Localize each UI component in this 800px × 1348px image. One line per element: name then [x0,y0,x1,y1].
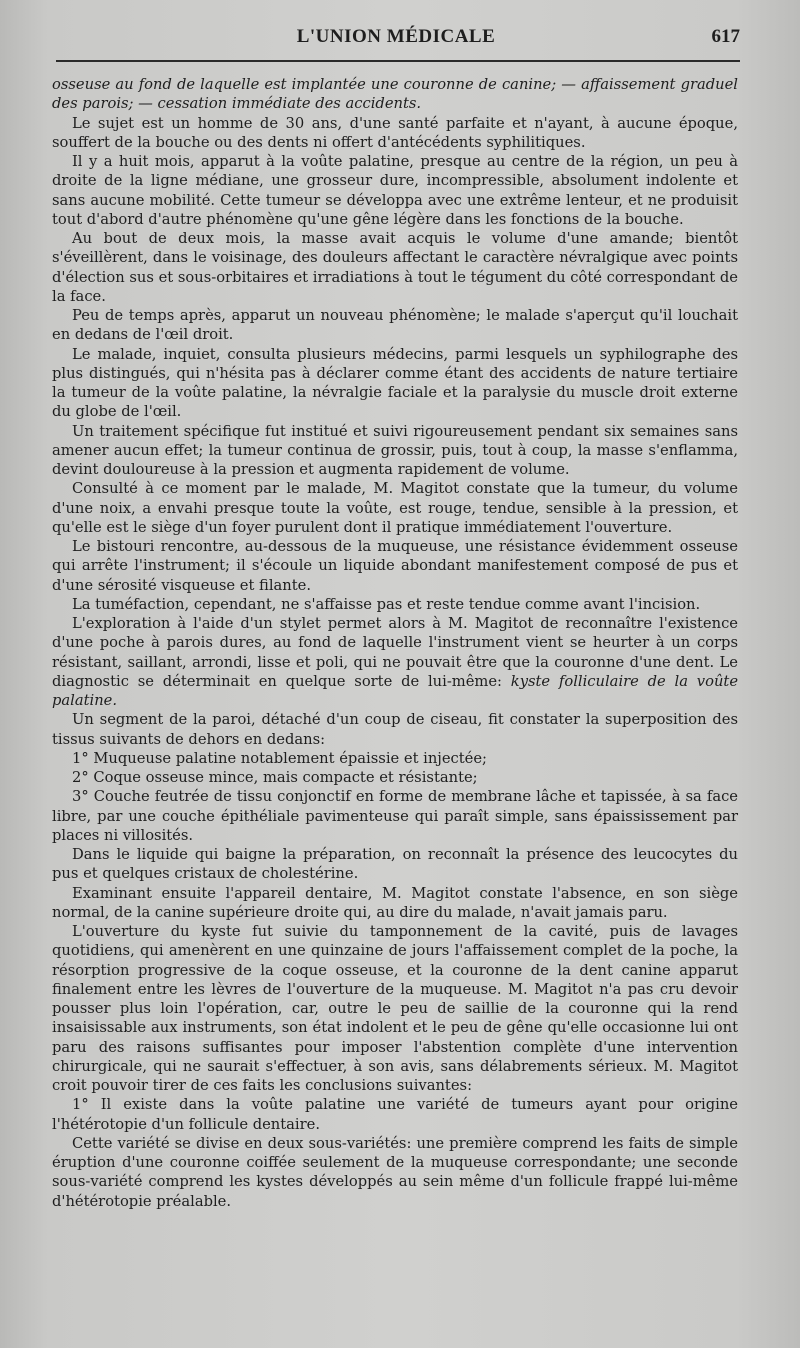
paragraph: Dans le liquide qui baigne la préparation, on reconnaît la présence des leucocytes du pus et quelques cristaux de cholestérine. [52,846,738,883]
header-rule [56,60,740,62]
paragraph: Le malade, inquiet, consulta plusieurs médecins, parmi lesquels un syphilographe des plus distingués, qui n'hésita pas à déclarer comme étant des accidents de nature tertiaire la tumeur de la voûte palatine, la névralgie faciale et la paralysie du muscle droit externe du globe de l'œil. [52,345,738,421]
list-item: 1° Muqueuse palatine notablement épaissie et injectée; [72,749,488,767]
article-body [52,75,738,1211]
paragraph: L'ouverture du kyste fut suivie du tamponnement de la cavité, puis de lavages quotidiens, qui amenèrent en une quinzaine de jours l'affaissement complet de la poche, la résorption progressive de la coque osseuse, et la couronne de la dent canine apparut finalement entre les lèvres de l'ouverture de la muqueuse. M. Magitot n'a pas cru devoir pousser plus loin l'opération, car, outre le peu de saillie de la couronne qui la rend insaisissable aux instruments, son état indolent et le peu de gêne qu'elle occasionne lui ont paru des raisons suffisantes pour imposer l'abstention complète d'une intervention chirurgicale, qui ne saurait s'effectuer, à son avis, sans délabrements sérieux. M. Magitot croit pouvoir tirer de ces faits les conclusions suivantes: [52,923,738,1094]
running-title: L'UNION MÉDICALE [296,26,496,47]
paragraph: Un traitement spécifique fut institué et suivi rigoureusement pendant six semaines sans amener aucun effet; la tumeur continua de grossir, puis, tout à coup, la masse s'enflamma, devint douloureuse à la pression et augmenta rapidement de volume. [52,422,738,478]
paragraph: Il y a huit mois, apparut à la voûte palatine, presque au centre de la région, un peu à droite de la ligne médiane, une grosseur dure, incompressible, absolument indolente et sans aucune mobilité. Cette tumeur se développa avec une extrême lenteur, et ne produisit tout d'abord d'autre phénomène qu'une gêne légère dans les fonctions de la bouche. [52,153,738,228]
diagnosis-italic: kyste folliculaire de la voûte palatine. [52,672,739,709]
paragraph: Consulté à ce moment par le malade, M. Magitot constate que la tumeur, du volume d'une noix, a envahi presque toute la voûte, est rouge, tendue, sensible à la pression, et qu'elle est le siège d'un foyer purulent dont il pratique immédiatement l'ouverture. [52,480,738,536]
paragraph: Examinant ensuite l'appareil dentaire, M. Magitot constate l'absence, en son siège normal, de la canine supérieure droite qui, au dire du malade, n'avait jamais paru. [52,884,738,921]
page-number: 617 [711,26,740,47]
paragraph: osseuse au fond de laquelle est implantée une couronne de canine; — affaissement graduel des parois; — cessation immédiate des accidents. [52,76,738,113]
paragraph: Cette variété se divise en deux sous-variétés: une première comprend les faits de simple éruption d'une couronne coiffée seulement de la muqueuse correspondante; une seconde sous-variété comprend les kystes développés au sein même d'un follicule frappé lui-même d'hétérotopie préalable. [52,1134,738,1210]
paragraph: Le bistouri rencontre, au-dessous de la muqueuse, une résistance évidemment osseuse qui arrête l'instrument; il s'écoule un liquide abondant manifestement composé de pus et d'une sérosité visqueuse et filante. [52,538,738,594]
paragraph [52,614,738,710]
list-item: 2° Coque osseuse mince, mais compacte et résistante; [72,769,478,786]
list-item: 3° Couche feutrée de tissu conjonctif en forme de membrane lâche et tapissée, à sa face libre, par une couche épithéliale pavimenteuse qui paraît simple, sans épaississement par places ni villosités. [52,788,738,844]
paragraph: Le sujet est un homme de 30 ans, d'une santé parfaite et n'ayant, à aucune époque, souffert de la bouche ou des dents ni offert d'antécédents syphilitiques. [52,114,738,151]
paragraph: Un segment de la paroi, détaché d'un coup de ciseau, fit constater la superposition des tissus suivants de dehors en dedans: [52,711,738,748]
paragraph: La tuméfaction, cependant, ne s'affaisse pas et reste tendue comme avant l'incision. [72,595,701,613]
list-item: 1° Il existe dans la voûte palatine une variété de tumeurs ayant pour origine l'hétérotopie d'un follicule dentaire. [52,1096,738,1133]
paragraph: Au bout de deux mois, la masse avait acquis le volume d'une amande; bientôt s'éveillèrent, dans le voisinage, des douleurs affectant le caractère névralgique avec points d'élection sus et sous-orbitaires et irradiations à tout le tégument du côté correspondant de la face. [52,230,738,305]
paragraph-text: L'exploration à l'aide d'un stylet permet alors à M. Magitot de reconnaître l'existence d'une poche à parois dures, au fond de laquelle l'instrument vient se heurter à un corps résistant, saillant, arrondi, lisse et poli, qui ne pouvait être que la couronne d'une dent. Le diagnostic se déterminait en quelque sorte de lui-même: [52,615,738,690]
paragraph: Peu de temps après, apparut un nouveau phénomène; le malade s'aperçut qu'il louchait en dedans de l'œil droit. [52,307,738,344]
page-header [52,26,740,52]
